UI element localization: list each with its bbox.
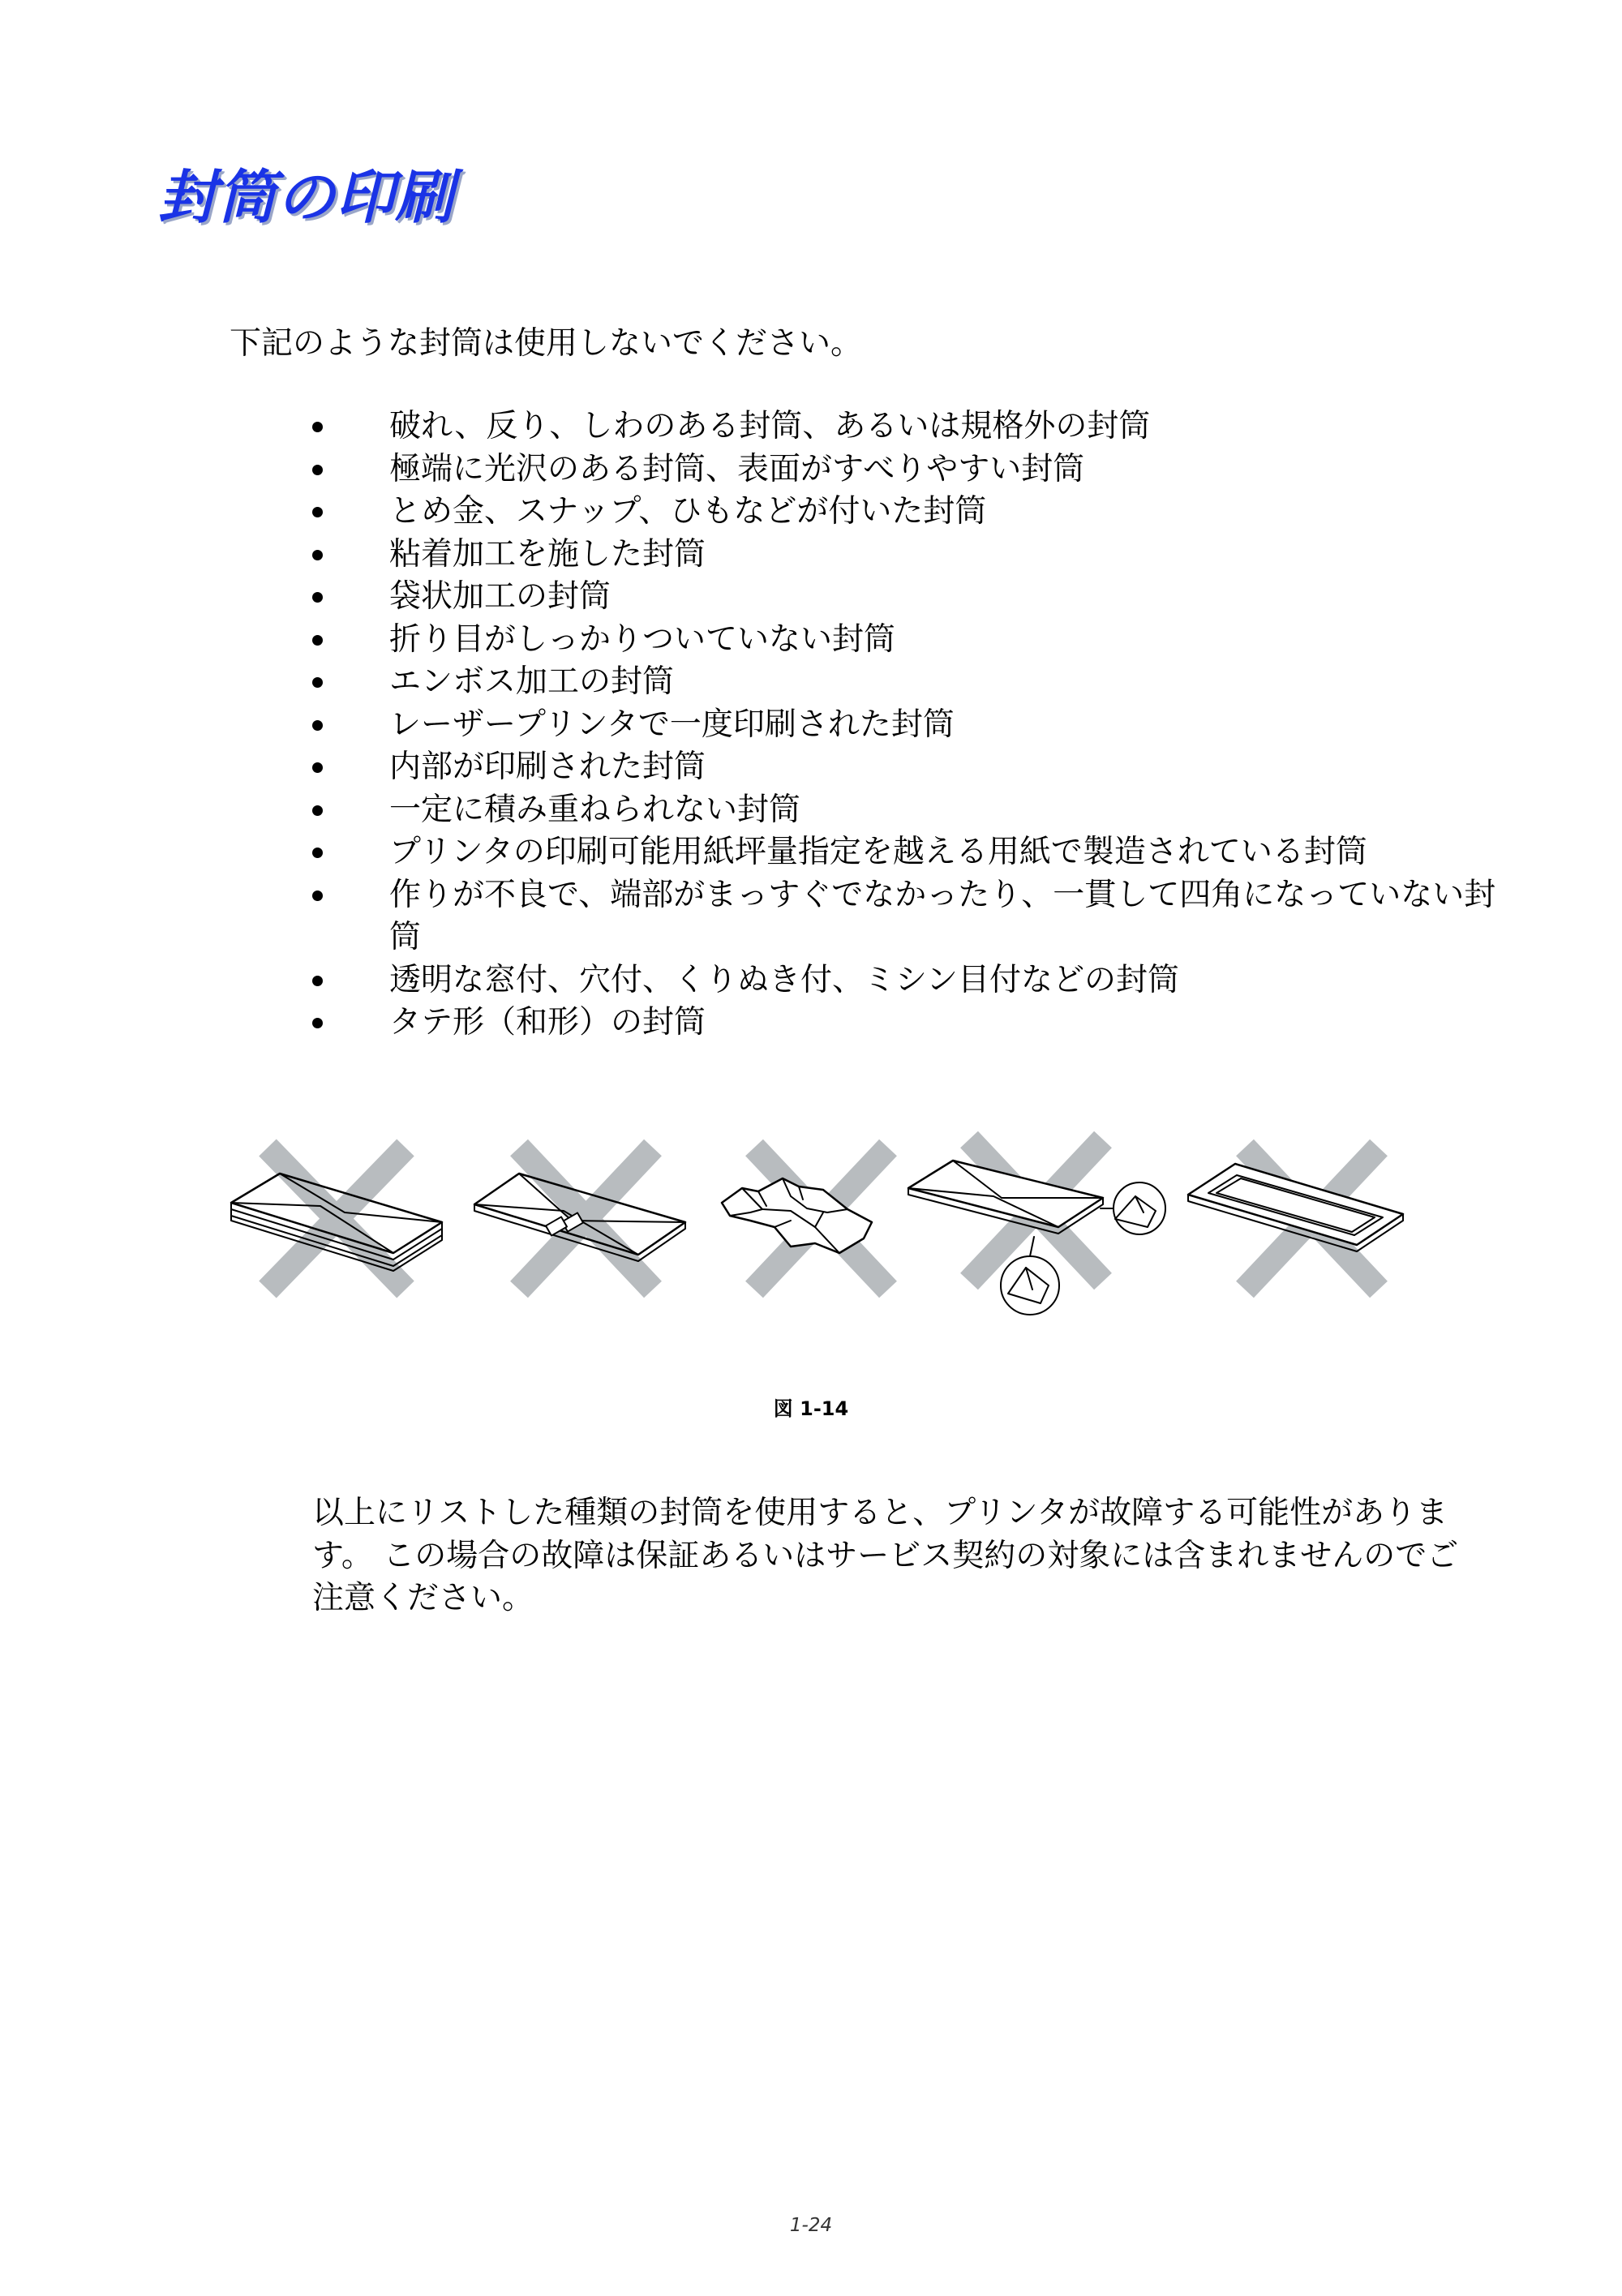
list-item [312,406,1496,448]
list-item-text: 粘着加工を施した封筒 [389,535,706,573]
list-item-text: 折り目がしっかりついていない封筒 [389,620,896,658]
bullet-icon [312,550,323,560]
bullet-icon [312,891,323,901]
bullet-icon [312,635,323,646]
list-item [312,874,1496,959]
list-item-text: 内部が印刷された封筒 [389,749,706,785]
envelope-restrictions-list [312,406,1496,1045]
page-number: 1-24 [789,2215,833,2236]
bullet-icon [312,422,323,432]
list-item-text: 透明な窓付、穴付、くりぬき付、ミシン目付などの封筒 [389,961,1180,998]
list-item-text: とめ金、スナップ、ひもなどが付いた封筒 [389,493,987,530]
bullet-icon [312,465,323,475]
list-item [312,661,1496,704]
list-item-text: 袋状加工の封筒 [389,578,611,615]
list-item [312,959,1496,1002]
list-item [312,831,1496,874]
figure-caption: 図 1-14 [773,1397,849,1420]
list-item-text: 破れ、反り、しわのある封筒、あるいは規格外の封筒 [389,408,1151,444]
prohibited-cross-icon [519,1148,653,1290]
list-item [312,448,1496,491]
page-title: 封筒の印刷 [158,163,455,231]
list-item [312,534,1496,577]
list-item [312,576,1496,619]
list-item-text: 一定に積み重ねられない封筒 [389,791,801,828]
list-item-text: タテ形（和形）の封筒 [389,1004,706,1041]
list-item [312,746,1496,789]
stacked-envelopes-illustration [231,1148,442,1290]
list-item-text: プリンタの印刷可能用紙坪量指定を越える用紙で製造されている封筒 [389,834,1367,870]
intro-text: 下記のような封筒は使用しないでください。 [230,325,863,362]
list-item [312,1002,1496,1045]
list-item [312,704,1496,747]
unsuitable-envelopes-figure [223,1131,1415,1326]
envelope-with-adhesive-illustration [908,1139,1165,1315]
bullet-icon [312,720,323,731]
bullet-icon [312,848,323,858]
list-item-text: エンボス加工の封筒 [389,663,675,700]
list-item [312,491,1496,534]
closing-warning-text: 以上にリストした種類の封筒を使用すると、プリンタが故障する可能性があります。 この場合の故障は保証あるいはサービス契約の対象には含まれませんのでご注意ください。 [312,1495,1459,1616]
bullet-icon [312,507,323,517]
bullet-icon [312,592,323,603]
list-item [312,789,1496,832]
list-item-text: レーザープリンタで一度印刷された封筒 [389,706,955,743]
list-item-text: 極端に光沢のある封筒、表面がすべりやすい封筒 [389,450,1085,487]
bullet-icon [312,762,323,773]
crumpled-envelope-illustration [722,1148,888,1290]
bullet-icon [312,677,323,688]
bullet-icon [312,805,323,816]
envelope-with-clasp-illustration [474,1148,685,1290]
bullet-icon [312,976,323,986]
list-item [312,619,1496,662]
list-item-text: 作りが不良で、端部がまっすぐでなかったり、一貫して四角になっていない封筒 [389,876,1496,955]
window-envelope-illustration [1188,1148,1403,1290]
bullet-icon [312,1018,323,1028]
